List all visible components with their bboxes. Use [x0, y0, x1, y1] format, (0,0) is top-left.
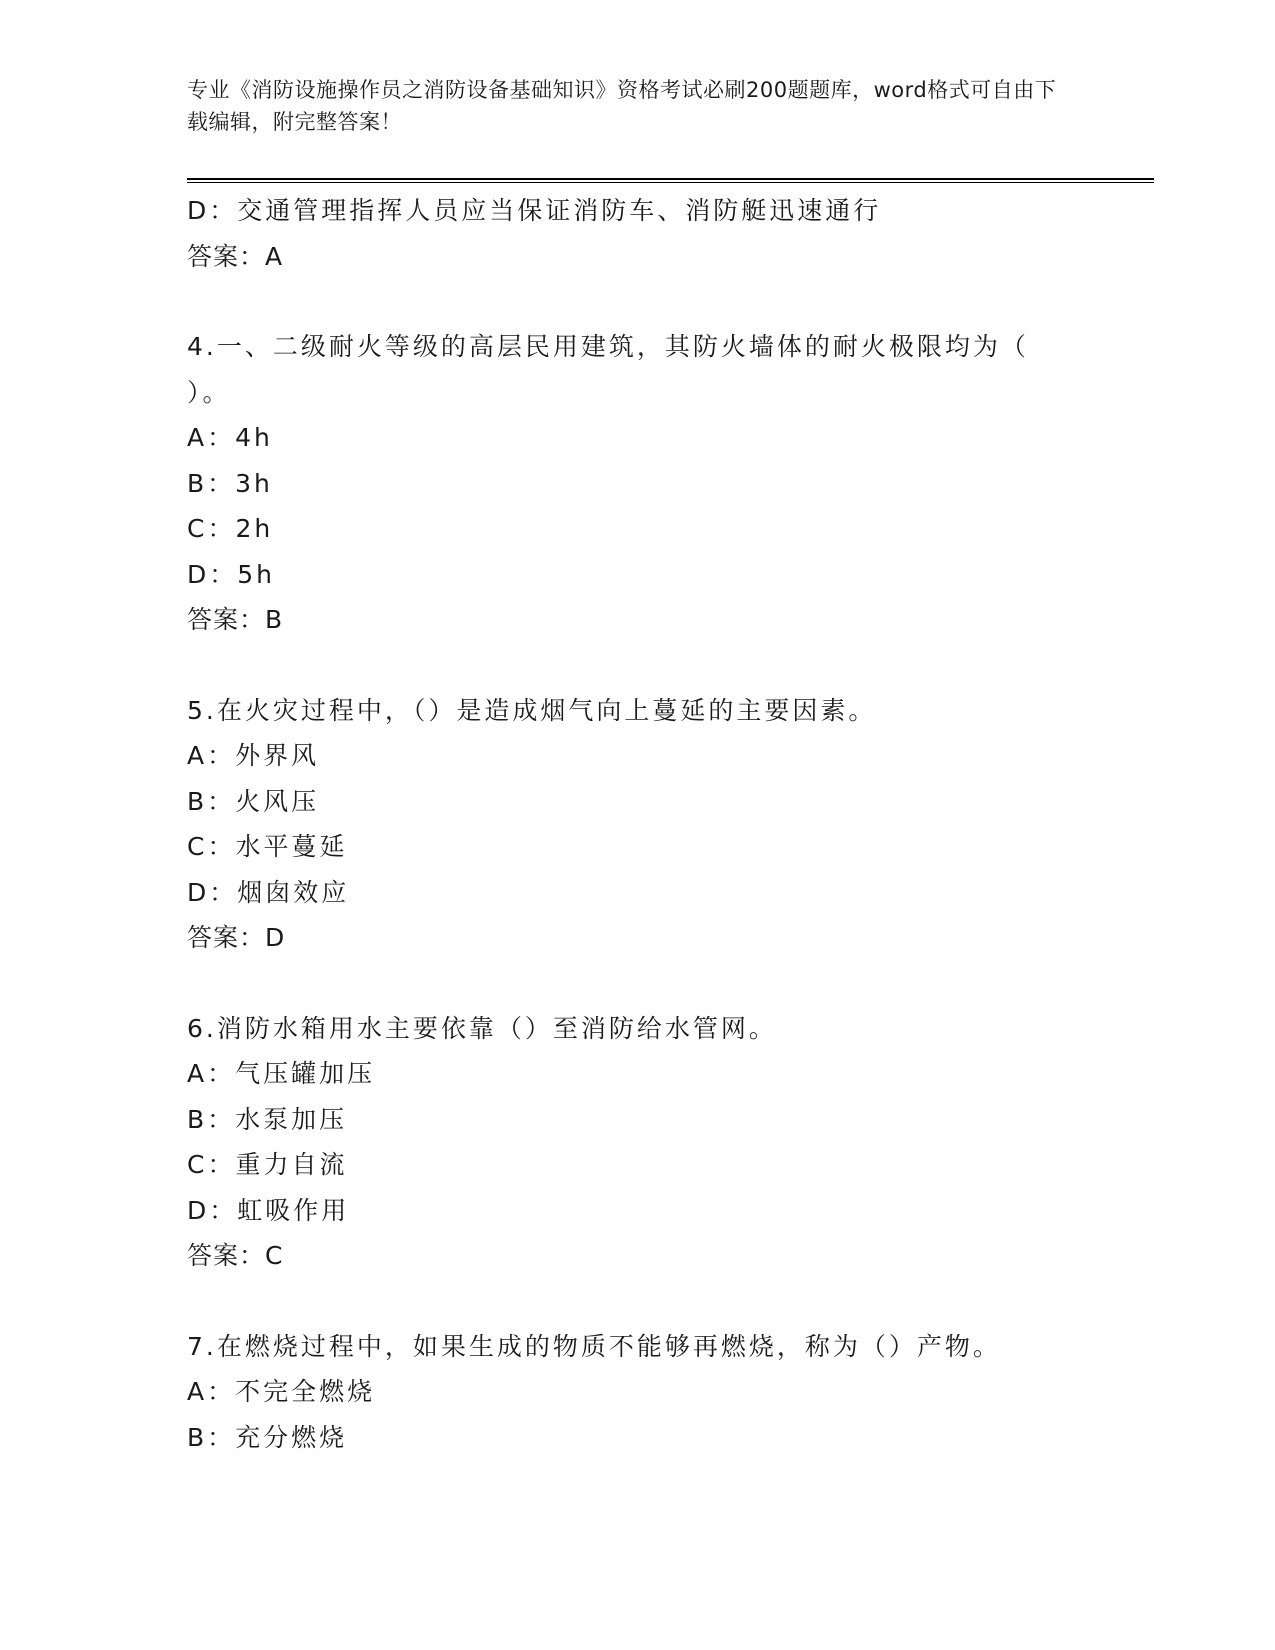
header-divider-thin [187, 182, 1154, 183]
question-stem: 6.消防水箱用水主要依靠（）至消防给水管网。 [187, 1013, 777, 1043]
answer: 答案：A [187, 241, 284, 271]
option-a: A：外界风 [187, 741, 320, 770]
option-d: D：5h [187, 559, 276, 589]
question-list [187, 188, 1087, 1460]
question-stem: 5.在火灾过程中，（）是造成烟气向上蔓延的主要因素。 [187, 695, 877, 725]
answer: 答案：B [187, 605, 284, 634]
answer: 答案：D [187, 923, 286, 952]
spacer [187, 279, 1087, 324]
option-c: C：2h [187, 514, 274, 543]
option-b: B：水泵加压 [187, 1104, 348, 1134]
option-a: A：不完全燃烧 [187, 1377, 376, 1406]
spacer [187, 643, 1087, 688]
question-stem-line-2: ）。 [187, 377, 231, 407]
spacer [187, 1279, 1087, 1324]
document-header: 专业《消防设施操作员之消防设备基础知识》资格考试必刷200题题库，word格式可自由下载编辑，附完整答案！ [187, 78, 1057, 134]
question-stem-line-1: 4.一、二级耐火等级的高层民用建筑，其防火墙体的耐火极限均为（ [187, 332, 1029, 361]
option-d: D：烟囱效应 [187, 877, 350, 907]
option-b: B：充分燃烧 [187, 1422, 348, 1452]
option-c: C：重力自流 [187, 1150, 348, 1179]
option-a: A：气压罐加压 [187, 1059, 376, 1088]
option-b: B：火风压 [187, 786, 320, 816]
question-stem: 7.在燃烧过程中，如果生成的物质不能够再燃烧，称为（）产物。 [187, 1331, 1001, 1361]
option-d: D：交通管理指挥人员应当保证消防车、消防艇迅速通行 [187, 196, 882, 225]
option-b: B：3h [187, 468, 273, 498]
header-divider-thick [187, 178, 1154, 180]
option-c: C：水平蔓延 [187, 832, 348, 861]
spacer [187, 961, 1087, 1006]
answer: 答案：C [187, 1241, 284, 1270]
option-d: D：虹吸作用 [187, 1195, 350, 1225]
option-a: A：4h [187, 423, 273, 452]
